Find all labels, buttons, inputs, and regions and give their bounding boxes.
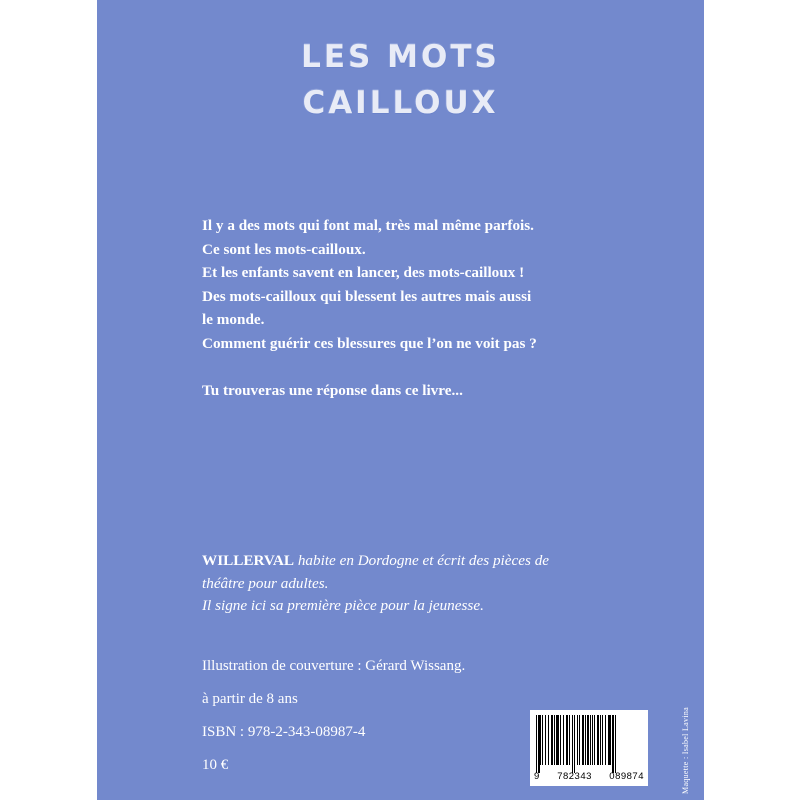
author-note	[202, 550, 622, 618]
barcode-digits	[534, 771, 644, 782]
blurb-line-3: Et les enfants savent en lancer, des mots-cailloux !	[202, 264, 525, 282]
blurb-closing-line: Tu trouveras une réponse dans ce livre...	[202, 381, 463, 399]
barcode-bars	[536, 715, 642, 765]
barcode-group-2: 089874	[609, 771, 644, 782]
book-back-cover	[97, 0, 704, 800]
blurb-spacer	[202, 356, 622, 379]
barcode-group-1: 782343	[557, 771, 592, 782]
price-text: 10 €	[202, 757, 229, 773]
isbn-text: ISBN : 978-2-343-08987-4	[202, 724, 366, 740]
author-note-line-2: théâtre pour adultes.	[202, 574, 329, 592]
author-note-line-1	[202, 550, 622, 573]
blurb-line-4: Des mots-cailloux qui blessent les autres mais aussi	[202, 287, 532, 305]
title-line-1: LES MOTS	[301, 39, 500, 75]
blurb-line-5: le monde.	[202, 311, 265, 329]
author-note-line-3: Il signe ici sa première pièce pour la jeunesse.	[202, 597, 484, 614]
age-recommendation: à partir de 8 ans	[202, 691, 298, 707]
layout-credit: Maquette : Isabel Lavina	[681, 707, 690, 794]
blurb-text	[202, 214, 622, 402]
title-line-2: CAILLOUX	[302, 85, 499, 121]
barcode-left-digit: 9	[534, 771, 540, 782]
blurb-line-1: Il y a des mots qui font mal, très mal même parfois.	[202, 217, 534, 234]
blurb-line-6: Comment guérir ces blessures que l’on ne voit pas ?	[202, 334, 537, 352]
barcode	[530, 710, 648, 786]
author-note-line-1-rest: habite en Dordogne et écrit des pièces de	[294, 552, 550, 569]
author-name: WILLERVAL	[202, 552, 295, 569]
blurb-line-2: Ce sont les mots-cailloux.	[202, 240, 366, 258]
book-title	[97, 34, 704, 126]
illustration-credit: Illustration de couverture : Gérard Wissang.	[202, 658, 466, 674]
